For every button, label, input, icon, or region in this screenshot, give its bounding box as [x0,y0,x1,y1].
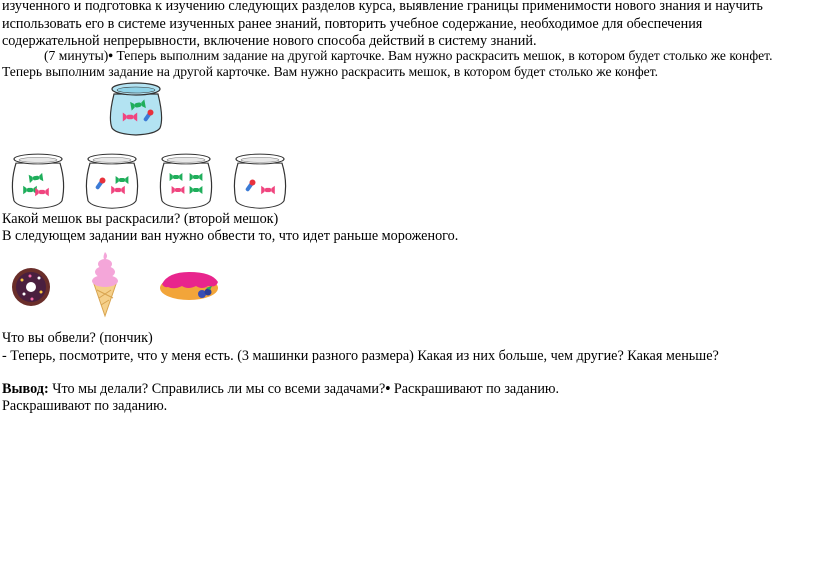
last-line: Раскрашивают по заданию. [2,398,168,414]
conclusion-tail: Раскрашивают по заданию. [390,381,560,397]
donut-image[interactable] [10,266,52,308]
question-circled: Что вы обвели? (пончик) [2,330,153,346]
bag-option-4[interactable] [230,150,292,210]
sample-bag-image [108,78,166,136]
task-paragraph [44,47,772,64]
ice-cream-image[interactable] [88,250,122,318]
bag-option-3[interactable] [156,150,218,210]
intro-line-1: изученного и подготовка к изучению следующих разделов курса, выявление границы применимости нового знания и научить [2,0,763,14]
bag-blue-icon [110,83,161,135]
bullet-icon: • [108,48,114,63]
task-text: Теперь выполним задание на другой карточке. Вам нужно раскрасить мешок, в котором будет столько же конфет. [113,48,773,63]
bag-option-2[interactable] [82,150,144,210]
conclusion-text: Что мы делали? Справились ли мы со всеми задачами? [48,381,386,397]
conclusion-label: Вывод: [2,381,49,397]
conclusion-paragraph [2,381,559,398]
intro-line-3: содержательной непрерывности, включение нового способа действий в систему знаний. [2,33,537,49]
intro-line-2: использовать его в системе изученных ранее знаний, повторить учебное содержание, необходимое для обеспечения [2,16,703,32]
bullet-icon: • [385,381,391,397]
task-next: В следующем задании ван нужно обвести то, что идет раньше мороженого. [2,228,459,244]
cars-paragraph: - Теперь, посмотрите, что у меня есть. (3 машинки разного размера) Какая из них больше, чем другие? Какая меньше? [2,348,719,364]
eclair-image[interactable] [158,266,222,304]
question-bag: Какой мешок вы раскрасили? (второй мешок) [2,211,279,227]
task-time: (7 минуты) [44,48,109,63]
bag-option-1[interactable] [8,150,70,210]
task-repeat: Теперь выполним задание на другой карточке. Вам нужно раскрасить мешок, в котором будет столько же конфет. [2,64,659,79]
